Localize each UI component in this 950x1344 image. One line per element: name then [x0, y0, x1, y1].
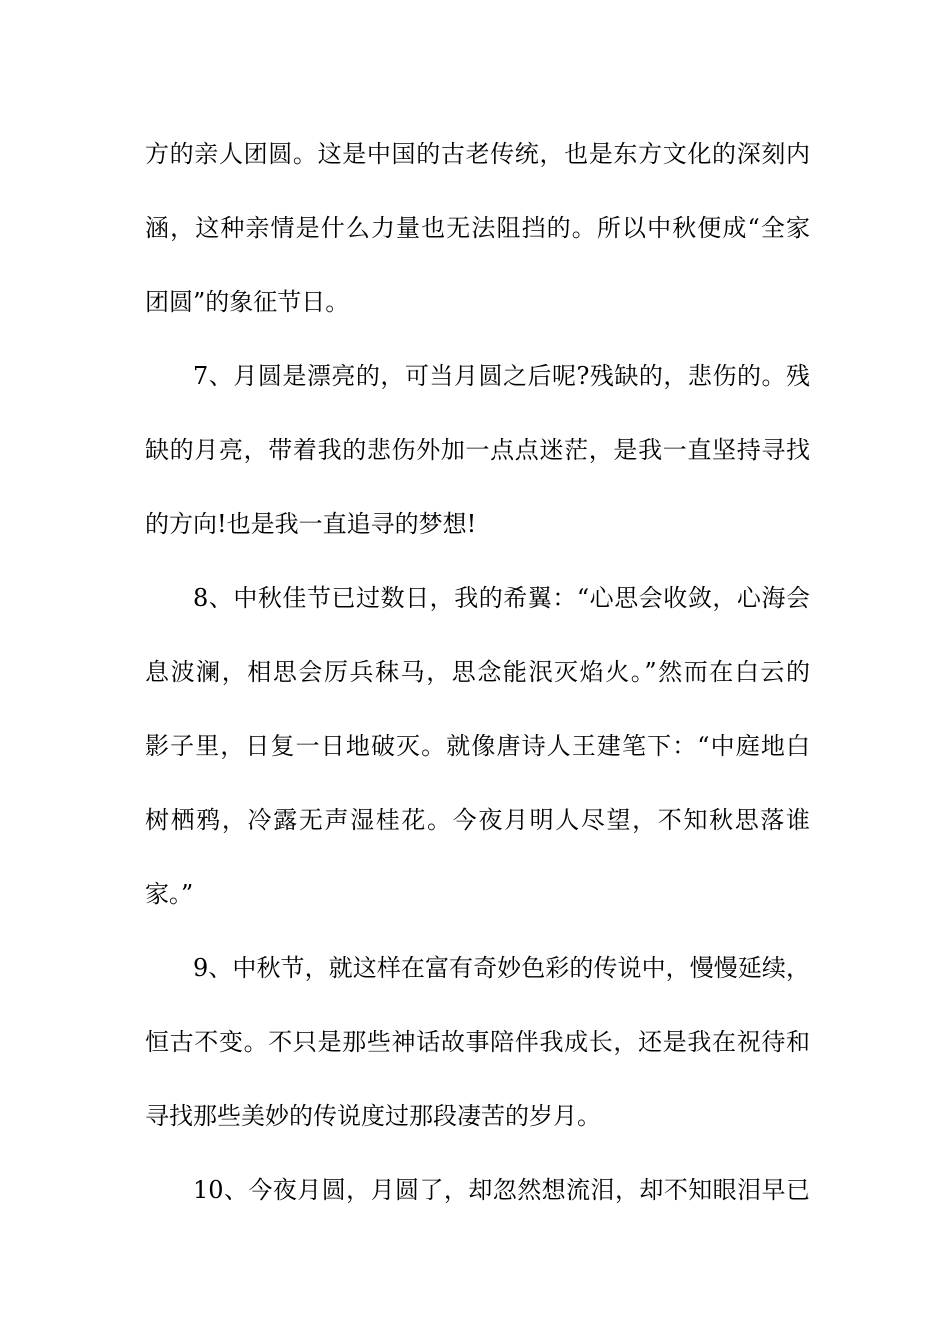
paragraph-8-line-4: 树栖鸦，冷露无声湿桂花。今夜月明人尽望，不知秋思落谁 — [145, 806, 810, 834]
paragraph-8-line-5: 家。” — [145, 880, 194, 908]
paragraph-9-line-3: 寻找那些美妙的传说度过那段凄苦的岁月。 — [145, 1102, 601, 1130]
paragraph-9-line-1: 9、中秋节，就这样在富有奇妙色彩的传说中，慢慢延续， — [193, 954, 810, 982]
paragraph-6-line-2: 涵，这种亲情是什么力量也无法阻挡的。所以中秋便成“全家 — [145, 214, 810, 242]
paragraph-10-line-1: 10、今夜月圆，月圆了，却忽然想流泪，却不知眼泪早已 — [193, 1176, 810, 1204]
paragraph-7-line-1: 7、月圆是漂亮的，可当月圆之后呢?残缺的，悲伤的。残 — [193, 362, 810, 390]
paragraph-7-line-2: 缺的月亮，带着我的悲伤外加一点点迷茫，是我一直坚持寻找 — [145, 436, 810, 464]
paragraph-9-line-2: 恒古不变。不只是那些神话故事陪伴我成长，还是我在祝待和 — [145, 1028, 810, 1056]
paragraph-8-line-1: 8、中秋佳节已过数日，我的希翼：“心思会收敛，心海会 — [193, 584, 810, 612]
paragraph-7-line-3: 的方向!也是我一直追寻的梦想! — [145, 510, 477, 538]
paragraph-8-line-2: 息波澜，相思会厉兵秣马，思念能泯灭焰火。”然而在白云的 — [145, 658, 810, 686]
paragraph-6-line-1: 方的亲人团圆。这是中国的古老传统，也是东方文化的深刻内 — [145, 140, 810, 168]
paragraph-8-line-3: 影子里，日复一日地破灭。就像唐诗人王建笔下：“中庭地白 — [145, 732, 810, 760]
paragraph-6-line-3: 团圆”的象征节日。 — [145, 288, 350, 316]
